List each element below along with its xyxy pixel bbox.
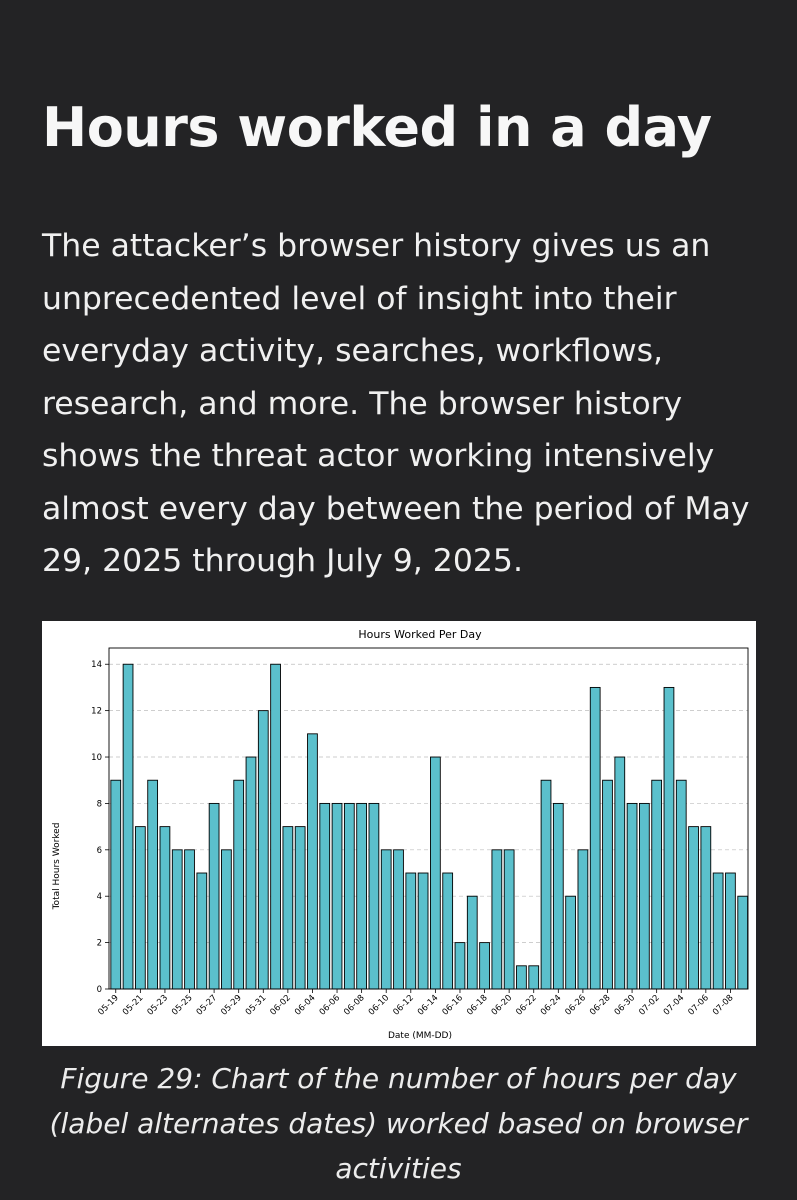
y-tick-label: 8 (96, 799, 102, 810)
y-tick-label: 6 (96, 845, 102, 856)
bar-06-15 (443, 873, 453, 989)
bar-chart (42, 621, 756, 1046)
x-tick-label: 06-24 (538, 993, 564, 1018)
bar-05-22 (148, 780, 158, 989)
bar-06-30 (627, 803, 637, 989)
bar-05-24 (172, 850, 182, 989)
bar-06-21 (517, 966, 527, 989)
x-tick-label: 06-06 (317, 993, 343, 1018)
bar-05-31 (258, 711, 268, 989)
bar-06-27 (590, 687, 600, 989)
bar-06-09 (369, 803, 379, 989)
bar-07-04 (676, 780, 686, 989)
bar-06-07 (344, 803, 354, 989)
x-tick-label: 05-21 (120, 993, 146, 1018)
x-tick-label: 05-19 (96, 993, 121, 1018)
bar-07-02 (652, 780, 662, 989)
x-tick-label: 06-10 (366, 993, 392, 1018)
x-tick-label: 06-30 (612, 993, 638, 1018)
y-tick-label: 10 (91, 753, 102, 764)
x-tick-label: 06-14 (415, 993, 441, 1018)
bar-06-05 (320, 803, 330, 989)
x-tick-label: 06-04 (293, 993, 318, 1018)
bar-05-23 (160, 827, 170, 989)
bar-07-07 (713, 873, 723, 989)
bar-05-29 (234, 780, 244, 989)
figure-caption: Figure 29: Chart of the number of hours per day (label alternates dates) worked based on browser activities (49, 1062, 748, 1185)
bar-06-23 (541, 780, 551, 989)
bar-06-06 (332, 803, 342, 989)
bar-chart-figure (42, 621, 756, 1046)
bar-06-01 (271, 664, 281, 989)
bar-05-21 (135, 827, 145, 989)
bar-06-11 (394, 850, 404, 989)
x-tick-label: 06-22 (514, 993, 539, 1018)
bar-06-24 (553, 803, 563, 989)
x-tick-label: 06-20 (489, 993, 515, 1018)
bar-05-28 (221, 850, 231, 989)
y-tick-label: 14 (91, 660, 102, 671)
bar-07-05 (689, 827, 699, 989)
bar-06-12 (406, 873, 416, 989)
x-tick-label: 06-12 (391, 993, 416, 1018)
bar-06-26 (578, 850, 588, 989)
bar-05-27 (209, 803, 219, 989)
bar-06-10 (381, 850, 391, 989)
bar-06-02 (283, 827, 293, 989)
y-axis-label: Total Hours Worked (52, 822, 62, 910)
y-tick-label: 4 (96, 892, 102, 903)
x-tick-label: 05-31 (243, 993, 269, 1018)
x-tick-label: 05-27 (194, 993, 220, 1018)
bar-07-08 (726, 873, 736, 989)
x-tick-label: 07-02 (637, 993, 662, 1018)
article-heading: Hours worked in a day (42, 96, 712, 159)
bar-06-19 (492, 850, 502, 989)
x-tick-label: 07-06 (686, 993, 711, 1018)
bar-06-29 (615, 757, 625, 989)
x-tick-label: 06-08 (342, 993, 367, 1018)
bar-06-22 (529, 966, 539, 989)
bar-layer (111, 664, 748, 989)
bar-07-01 (639, 803, 649, 989)
x-tick-label: 06-02 (268, 993, 293, 1018)
x-tick-label: 07-08 (711, 993, 736, 1018)
x-tick-label: 06-18 (465, 993, 490, 1018)
x-tick-label: 05-25 (170, 993, 195, 1018)
bar-06-13 (418, 873, 428, 989)
x-axis-label: Date (MM-DD) (387, 1031, 453, 1041)
y-tick-label: 2 (96, 938, 102, 949)
article-paragraph: The attacker’s browser history gives us an unprecedented level of insight into their everyday activity, searches, workflows, research, and more. The browser history shows the threat actor working intensively almost every day between the period of May 29, 2025 through July 9, 2025. (42, 228, 750, 579)
x-tick-label: 06-16 (440, 993, 466, 1018)
y-tick-label: 0 (96, 985, 102, 995)
bar-07-09 (738, 896, 748, 989)
x-tick-label: 05-23 (145, 993, 171, 1018)
bar-06-08 (357, 803, 367, 989)
bar-07-06 (701, 827, 711, 989)
x-tick-label: 07-04 (661, 993, 687, 1018)
bar-07-03 (664, 687, 674, 989)
bar-05-19 (111, 780, 121, 989)
bar-06-25 (566, 896, 576, 989)
bar-06-28 (603, 780, 613, 989)
bar-06-18 (480, 943, 490, 989)
bar-06-17 (467, 896, 477, 989)
x-tick-label: 06-28 (588, 993, 613, 1018)
bar-06-03 (295, 827, 305, 989)
bar-06-04 (308, 734, 318, 989)
bar-05-30 (246, 757, 256, 989)
bar-06-16 (455, 943, 465, 989)
bar-05-26 (197, 873, 207, 989)
bar-05-20 (123, 664, 133, 989)
bar-06-20 (504, 850, 514, 989)
y-tick-label: 12 (91, 706, 102, 717)
bar-05-25 (185, 850, 195, 989)
chart-title: Hours Worked Per Day (358, 628, 482, 641)
bar-06-14 (430, 757, 440, 989)
x-tick-label: 05-29 (219, 993, 244, 1018)
x-tick-label: 06-26 (563, 993, 589, 1018)
